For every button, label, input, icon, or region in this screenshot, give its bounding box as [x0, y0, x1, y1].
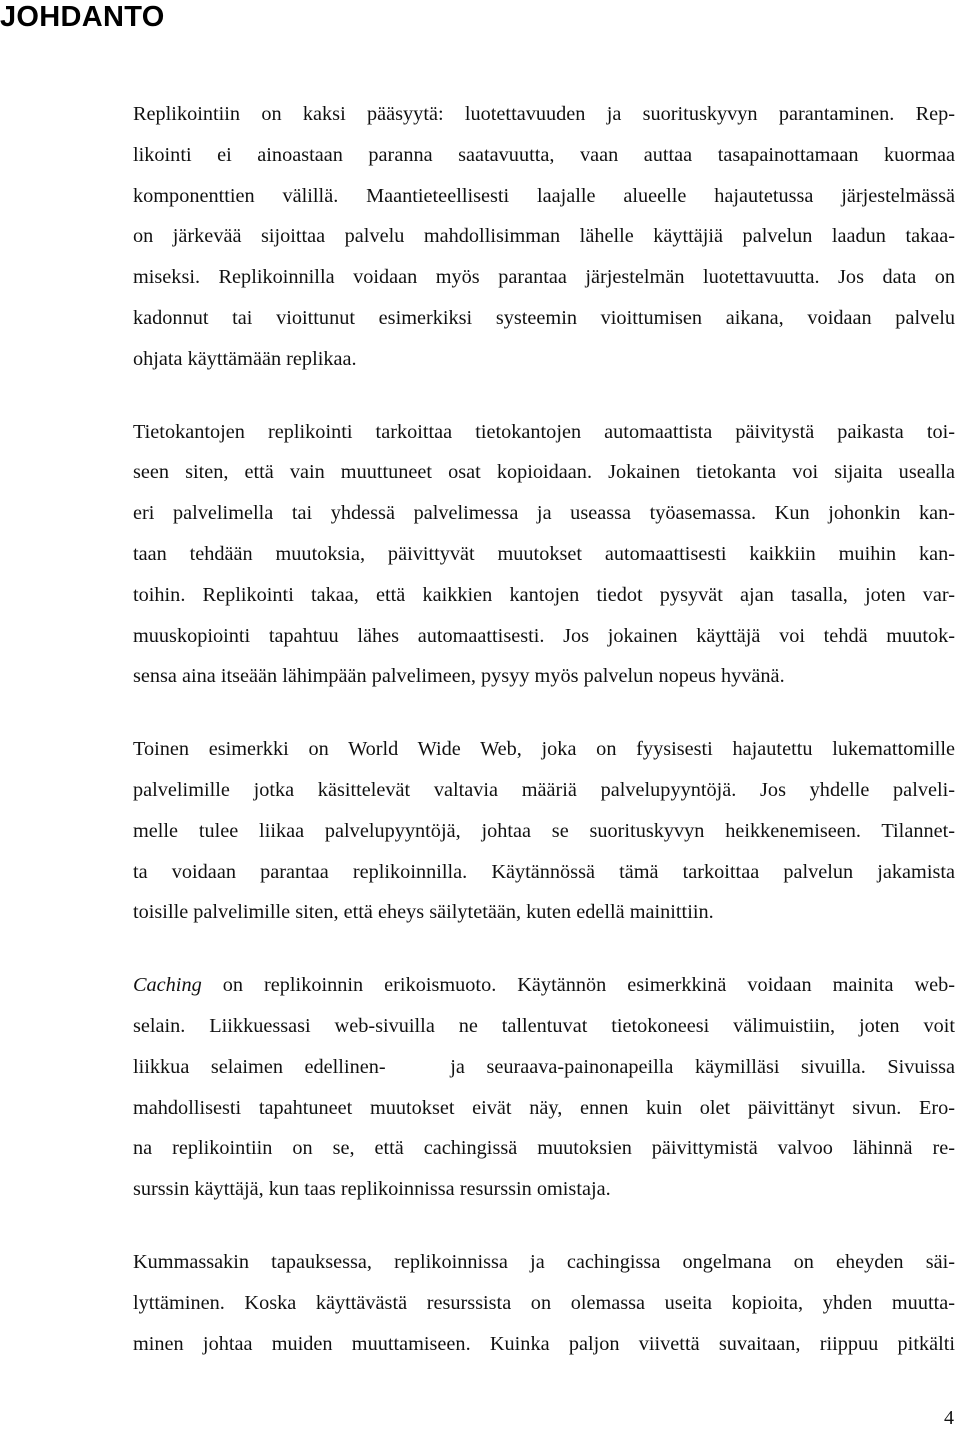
- text-line: na replikointiin on se, että cachingissä muutoksien päivittymistä valvoo lähinnä re-: [133, 1137, 955, 1160]
- text-line-rest: on replikoinnin erikoismuoto. Käytännön esimerkkinä voidaan mainita web-: [201, 974, 955, 997]
- text-line: liikkua selaimen edellinen- ja seuraava-painonapeilla käymilläsi sivuilla. Sivuissa: [133, 1055, 955, 1078]
- paragraph: [133, 965, 955, 1210]
- text-line: ohjata käyttämään replikaa.: [133, 347, 357, 370]
- text-line: likointi ei ainoastaan paranna saatavuutta, vaan auttaa tasapainottamaan kuormaa: [133, 143, 955, 166]
- text-line: komponenttien välillä. Maantieteellisesti laajalle alueelle hajautetussa järjestelmässä: [133, 184, 955, 207]
- text-line: eri palvelimella tai yhdessä palvelimessa ja useassa työasemassa. Kun johonkin kan-: [133, 502, 955, 525]
- text-line: melle tulee liikaa palvelupyyntöjä, johtaa se suorituskyvyn heikkenemiseen. Tilannet-: [133, 819, 955, 842]
- text-line: lyttäminen. Koska käyttävästä resurssista on olemassa useita kopioita, yhden muutta-: [133, 1291, 955, 1314]
- text-line: Kummassakin tapauksessa, replikoinnissa ja cachingissa ongelmana on eheyden säi-: [133, 1250, 955, 1273]
- paragraph: [133, 412, 955, 698]
- text-line: miseksi. Replikoinnilla voidaan myös parantaa järjestelmän luotettavuutta. Jos data on: [133, 266, 955, 289]
- text-line: toisille palvelimille siten, että eheys säilytetään, kuten edellä mainittiin.: [133, 901, 714, 924]
- text-line: sensa aina itseään lähimpään palvelimeen, pysyy myös palvelun nopeus hyvänä.: [133, 665, 785, 688]
- paragraph: [133, 729, 955, 933]
- text-line: Toinen esimerkki on World Wide Web, joka on fyysisesti hajautettu lukemattomille: [133, 738, 955, 761]
- text-line: Tietokantojen replikointi tarkoittaa tietokantojen automaattista päivitystä paikasta toi-: [133, 420, 955, 443]
- text-line: palvelimille jotka käsittelevät valtavia määriä palvelupyyntöjä. Jos yhdelle palveli-: [133, 778, 955, 801]
- text-line: kadonnut tai vioittunut esimerkiksi systeemin vioittumisen aikana, voidaan palvelu: [133, 306, 955, 329]
- text-line: seen siten, että vain muuttuneet osat kopioidaan. Jokainen tietokanta voi sijaita usealla: [133, 461, 955, 484]
- page-number: 4: [944, 1407, 954, 1429]
- text-line: ta voidaan parantaa replikoinnilla. Käytännössä tämä tarkoittaa palvelun jakamista: [133, 860, 955, 883]
- italic-term: Caching: [133, 974, 202, 997]
- document-body: [133, 94, 955, 1396]
- section-heading: JOHDANTO: [0, 1, 165, 33]
- text-line: surssin käyttäjä, kun taas replikoinnissa resurssin omistaja.: [133, 1178, 611, 1201]
- text-line: mahdollisesti tapahtuneet muutokset eivät näy, ennen kuin olet päivittänyt sivun. Ero-: [133, 1096, 955, 1119]
- text-line: [133, 965, 955, 1006]
- text-line: Replikointiin on kaksi pääsyytä: luotettavuuden ja suorituskyvyn parantaminen. Rep-: [133, 103, 955, 125]
- text-line: on järkevää sijoittaa palvelu mahdollisimman lähelle käyttäjiä palvelun laadun takaa-: [133, 225, 955, 248]
- paragraph: [133, 94, 955, 380]
- paragraph: [133, 1242, 955, 1364]
- text-line: muuskopiointi tapahtuu lähes automaattisesti. Jos jokainen käyttäjä voi tehdä muutok-: [133, 624, 955, 647]
- text-line: selain. Liikkuessasi web-sivuilla ne tallentuvat tietokoneesi välimuistiin, joten voit: [133, 1014, 955, 1037]
- text-line: minen johtaa muiden muuttamiseen. Kuinka paljon viivettä suvaitaan, riippuu pitkälti: [133, 1332, 955, 1355]
- text-line: toihin. Replikointi takaa, että kaikkien kantojen tiedot pysyvät ajan tasalla, joten var-: [133, 583, 955, 606]
- text-line: taan tehdään muutoksia, päivittyvät muutokset automaattisesti kaikkiin muihin kan-: [133, 542, 955, 565]
